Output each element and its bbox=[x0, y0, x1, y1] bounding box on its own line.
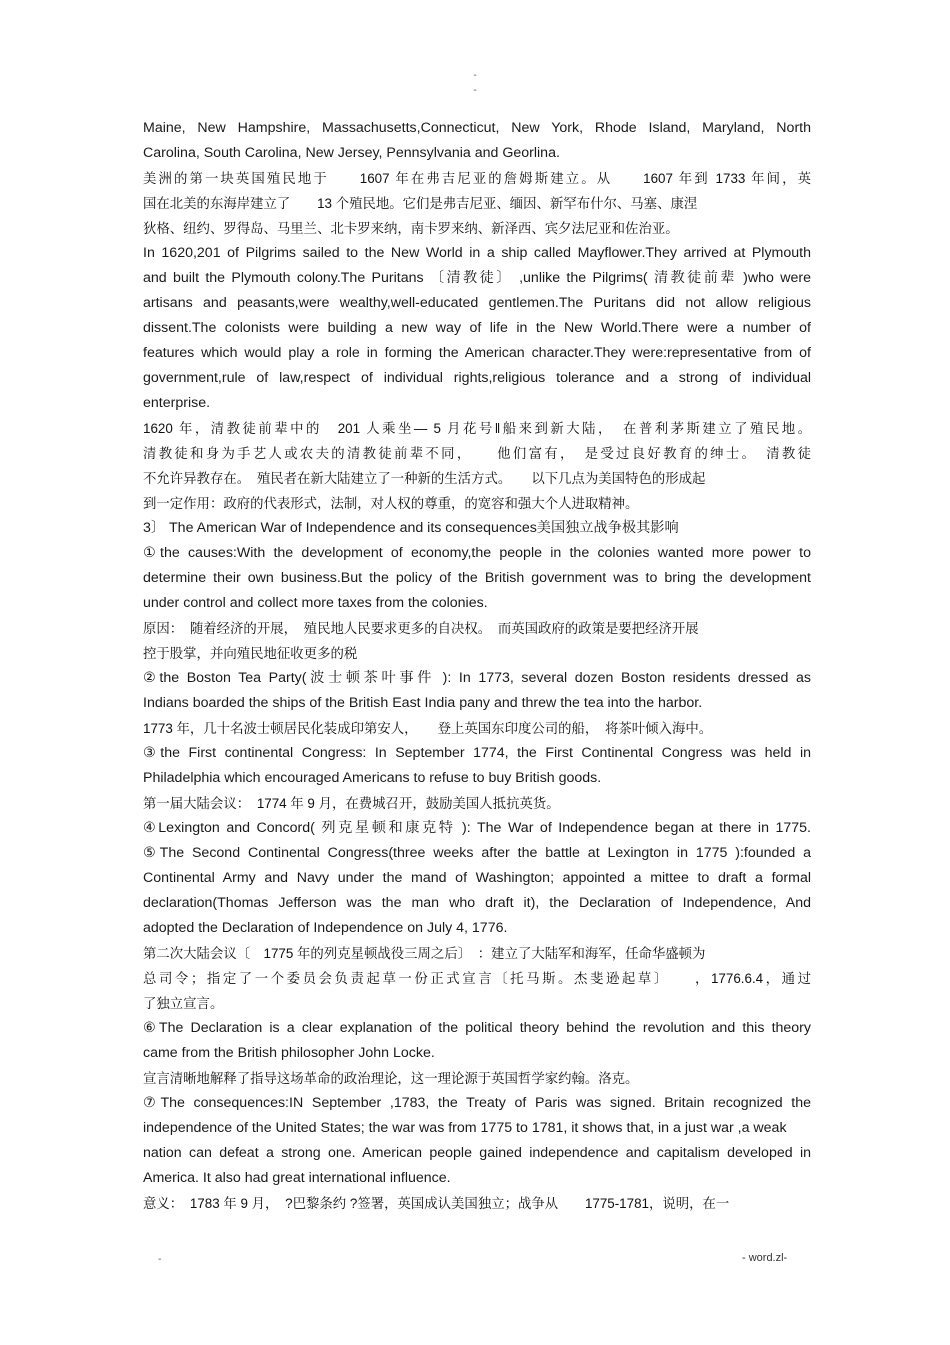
text-line: and built the Plymouth colony.The Puritans 〔清教徒〕 ,unlike the Pilgrims( 清教徒前辈 )who were bbox=[143, 270, 811, 286]
text-line: Philadelphia which encouraged Americans to refuse to buy British goods. bbox=[143, 770, 602, 786]
text-line: 清教徒和身为手艺人或农夫的清教徒前辈不同， 他们富有， 是受过良好教育的绅士。 清教徒 bbox=[143, 446, 811, 461]
text-line: dissent.The colonists were building a new way of life in the New World.There were a number of bbox=[143, 320, 811, 336]
text-line: Maine, New Hampshire, Massachusetts,Connecticut, New York, Rhode Island, Maryland, North bbox=[143, 120, 811, 136]
text-line: ⑥The Declaration is a clear explanation of the political theory behind the revolution and this theory bbox=[143, 1020, 811, 1036]
text-line: 不允许异教存在。 殖民者在新大陆建立了一种新的生活方式。 以下几点为美国特色的形成起 bbox=[143, 471, 706, 486]
text-line: ③the First continental Congress: In September 1774, the First Continental Congress was held in bbox=[143, 745, 811, 761]
text-line: 原因： 随着经济的开展， 殖民地人民要求更多的自决权。 而英国政府的政策是要把经济开展 bbox=[143, 621, 699, 636]
text-line: America. It also had great international influence. bbox=[143, 1170, 451, 1186]
text-line: determine their own business.But the policy of the British government was to bring the development bbox=[143, 570, 811, 586]
text-line: artisans and peasants,were wealthy,well-educated gentlemen.The Puritans did not allow religious bbox=[143, 295, 811, 311]
text-line: ④Lexington and Concord( 列克星顿和康克特 ): The War of Independence began at there in 1775. bbox=[143, 820, 811, 836]
text-line: 美洲的第一块英国殖民地于 1607 年在弗吉尼亚的詹姆斯建立。从 1607 年到 1733 年间，英 bbox=[143, 171, 811, 186]
header-mark-top: - bbox=[473, 70, 477, 81]
text-line: Continental Army and Navy under the mand of Washington; appointed a mittee to draft a formal bbox=[143, 870, 811, 886]
text-line: 第二次大陆会议〔 1775 年的列克星顿战役三周之后〕 ：建立了大陆军和海军，任命华盛顿为 bbox=[143, 946, 706, 961]
text-line: 意义： 1783 年 9 月， ?巴黎条约 ?签署，英国成认美国独立；战争从 1775-1781，说明，在一 bbox=[143, 1196, 730, 1211]
text-line: ②the Boston Tea Party(波士顿茶叶事件 ): In 1773, several dozen Boston residents dressed as bbox=[143, 670, 811, 686]
text-line: declaration(Thomas Jefferson was the man who draft it), the Declaration of Independence, And bbox=[143, 895, 811, 911]
footer-source: - word.zl- bbox=[742, 1252, 788, 1264]
text-line: under control and collect more taxes from the colonies. bbox=[143, 595, 488, 611]
text-line: features which would play a role in forming the American character.They were:representative from of bbox=[143, 345, 811, 361]
header-mark-bottom: - bbox=[473, 85, 477, 96]
text-line: came from the British philosopher John Locke. bbox=[143, 1045, 435, 1061]
text-line: 了独立宣言。 bbox=[143, 996, 224, 1011]
text-line: 狄格、纽约、罗得岛、马里兰、北卡罗来纳，南卡罗来纳、新泽西、宾夕法尼亚和佐治亚。 bbox=[143, 221, 679, 236]
text-line: 到一定作用：政府的代表形式，法制，对人权的尊重，的宽容和强大个人进取精神。 bbox=[143, 496, 639, 511]
text-line: nation can defeat a strong one. American people gained independence and capitalism developed in bbox=[143, 1145, 811, 1161]
document-body bbox=[143, 116, 811, 1216]
text-line: ⑦The consequences:IN September ,1783, the Treaty of Paris was signed. Britain recognized the bbox=[143, 1095, 811, 1111]
text-line: 3〕 The American War of Independence and its consequences美国独立战争极其影响 bbox=[143, 520, 679, 536]
text-line: government,rule of law,respect of individual rights,religious tolerance and a strong of individual bbox=[143, 370, 811, 386]
text-line: ⑤The Second Continental Congress(three weeks after the battle at Lexington in 1775 ):founded a bbox=[143, 845, 811, 861]
text-line: 第一届大陆会议： 1774 年 9 月，在费城召开，鼓励美国人抵抗英货。 bbox=[143, 796, 560, 811]
text-line: 1620 年，清教徒前辈中的 201 人乘坐— 5 月花号‖船来到新大陆， 在普利茅斯建立了殖民地。 bbox=[143, 421, 811, 436]
text-line: Carolina, South Carolina, New Jersey, Pennsylvania and Georlina. bbox=[143, 145, 560, 161]
text-line: 国在北美的东海岸建立了 13 个殖民地。它们是弗吉尼亚、缅因、新罕布什尔、马塞、康涅 bbox=[143, 196, 698, 211]
text-line: Indians boarded the ships of the British East India pany and threw the tea into the harbor. bbox=[143, 695, 703, 711]
text-line: independence of the United States; the war was from 1775 to 1781, it shows that, in a just war ,a weak bbox=[143, 1120, 787, 1136]
text-line: enterprise. bbox=[143, 395, 211, 411]
text-line: 宣言清晰地解释了指导这场革命的政治理论，这一理论源于英国哲学家约翰。洛克。 bbox=[143, 1071, 639, 1086]
text-line: adopted the Declaration of Independence on July 4, 1776. bbox=[143, 920, 508, 936]
text-line: 控于股掌，并向殖民地征收更多的税 bbox=[143, 646, 358, 661]
footer-left-mark: - bbox=[158, 1254, 162, 1265]
text-line: ①the causes:With the development of economy,the people in the colonies wanted more power to bbox=[143, 545, 811, 561]
text-line: 1773 年，几十名波士顿居民化装成印第安人， 登上英国东印度公司的船， 将茶叶倾入海中。 bbox=[143, 721, 713, 736]
text-line: In 1620,201 of Pilgrims sailed to the New World in a ship called Mayflower.They arrived at Plymouth bbox=[143, 245, 811, 261]
text-line: 总司令；指定了一个委员会负责起草一份正式宣言〔托马斯。杰斐逊起草〕 ，1776.6.4，通过 bbox=[143, 971, 811, 986]
